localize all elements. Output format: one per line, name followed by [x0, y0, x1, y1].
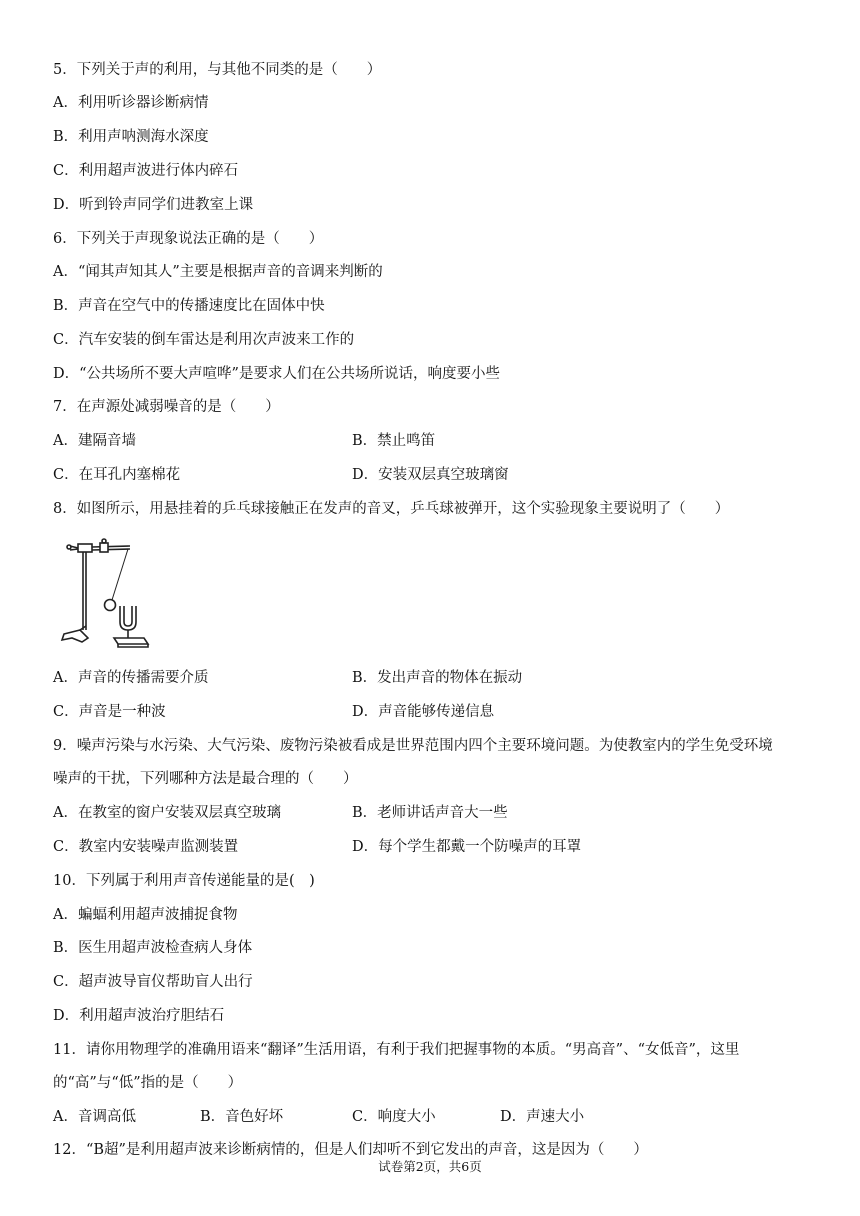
- question-5-option-c: C．利用超声波进行体内碎石: [53, 163, 239, 179]
- question-10-option-a: A．蝙蝠利用超声波捕捉食物: [53, 907, 238, 923]
- question-10-option-d: D．利用超声波治疗胆结石: [53, 1008, 225, 1024]
- question-10-option-b: B．医生用超声波检查病人身体: [53, 940, 253, 956]
- question-11-option-b: B．音色好坏: [200, 1109, 284, 1125]
- question-8-stem: 8．如图所示，用悬挂着的乒乓球接触正在发声的音叉，乒乓球被弹开，这个实验现象主要说明了（ ）: [53, 501, 730, 517]
- question-8-option-a: A．声音的传播需要介质: [53, 670, 209, 686]
- question-9-option-d: D．每个学生都戴一个防噪声的耳罩: [352, 839, 582, 855]
- page-footer: 试卷第2页，共6页: [378, 1159, 482, 1174]
- question-5-stem: 5．下列关于声的利用，与其他不同类的是（ ）: [53, 62, 382, 78]
- question-11-stem-line-2: 的“高”与“低”指的是（ ）: [53, 1075, 243, 1091]
- question-6-option-d: D．“公共场所不要大声喧哗”是要求人们在公共场所说话，响度要小些: [53, 366, 500, 382]
- question-5-option-a: A．利用听诊器诊断病情: [53, 95, 209, 111]
- question-11-option-c: C．响度大小: [352, 1109, 436, 1125]
- question-12-stem: 12．“B超”是利用超声波来诊断病情的，但是人们却听不到它发出的声音，这是因为（ ）: [53, 1142, 648, 1158]
- question-7-option-c: C．在耳孔内塞棉花: [53, 467, 181, 483]
- question-9-stem-line-1: 9．噪声污染与水污染、大气污染、废物污染被看成是世界范围内四个主要环境问题。为使教室内的学生免受环境: [53, 738, 773, 754]
- question-7-option-b: B．禁止鸣笛: [352, 433, 436, 449]
- question-11-option-d: D．声速大小: [500, 1109, 585, 1125]
- question-10-stem: 10．下列属于利用声音传递能量的是( ): [53, 873, 315, 889]
- question-10-option-c: C．超声波导盲仪帮助盲人出行: [53, 974, 253, 990]
- question-8-option-c: C．声音是一种波: [53, 704, 166, 720]
- question-6-option-b: B．声音在空气中的传播速度比在固体中快: [53, 298, 325, 314]
- question-7-option-d: D．安装双层真空玻璃窗: [352, 467, 509, 483]
- question-6-stem: 6．下列关于声现象说法正确的是（ ）: [53, 231, 324, 247]
- question-8-option-d: D．声音能够传递信息: [352, 704, 495, 720]
- question-9-option-b: B．老师讲话声音大一些: [352, 805, 508, 821]
- question-11-stem-line-1: 11．请你用物理学的准确用语来“翻译”生活用语，有利于我们把握事物的本质。“男高音”、“女低音”，这里: [53, 1042, 740, 1058]
- question-6-option-a: A．“闻其声知其人”主要是根据声音的音调来判断的: [53, 264, 383, 280]
- question-9-stem-line-2: 噪声的干扰，下列哪种方法是最合理的（ ）: [53, 771, 358, 787]
- question-6-option-c: C．汽车安装的倒车雷达是利用次声波来工作的: [53, 332, 355, 348]
- question-5-option-b: B．利用声呐测海水深度: [53, 129, 209, 145]
- question-8-option-b: B．发出声音的物体在振动: [352, 670, 523, 686]
- question-11-option-a: A．音调高低: [53, 1109, 136, 1125]
- question-5-option-d: D．听到铃声同学们进教室上课: [53, 197, 254, 213]
- question-7-stem: 7．在声源处减弱噪音的是（ ）: [53, 399, 280, 415]
- question-9-option-c: C．教室内安装噪声监测装置: [53, 839, 239, 855]
- tuning-fork-pendulum-figure: [58, 534, 152, 648]
- question-9-option-a: A．在教室的窗户安装双层真空玻璃: [53, 805, 281, 821]
- question-7-option-a: A．建隔音墙: [53, 433, 136, 449]
